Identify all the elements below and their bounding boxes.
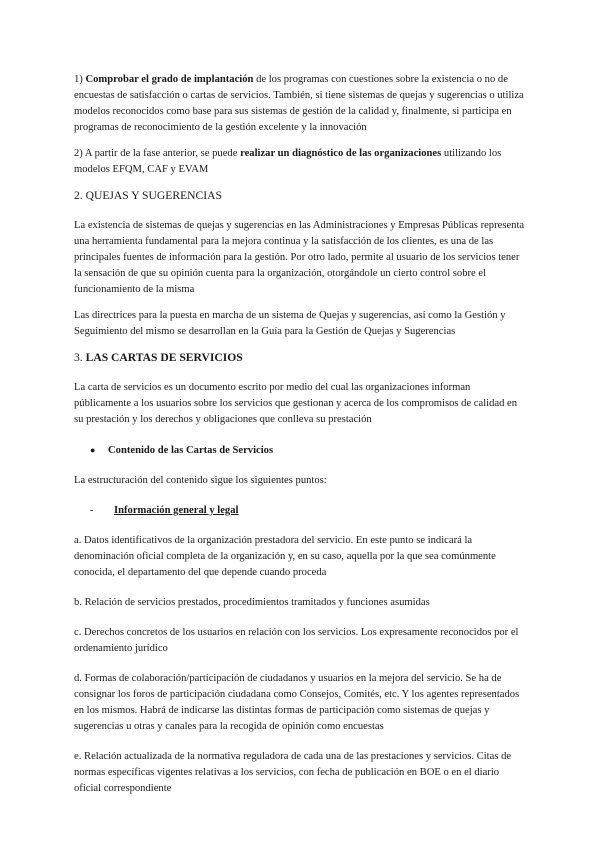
bullet-contenido-text: Contenido de las Cartas de Servicios [108,445,274,456]
list-item-c: c. Derechos concretos de los usuarios en relación con los servicios. Los expresamente reconocidos por el ordenamiento jurídico [74,627,519,654]
paragraph-quejas-directrices: Las directrices para la puesta en marcha de un sistema de Quejas y sugerencias, así como la Gestión y Seguimiento del mismo se desarrollan en la Guía para la Gestión de Quejas y Sugerencias [74,310,506,337]
section-heading-quejas [74,188,528,204]
step-2-bold: realizar un diagnóstico de las organizaciones [240,148,442,159]
paragraph-step-1 [74,72,528,136]
section-2-title: QUEJAS Y SUGERENCIAS [85,189,222,202]
list-item-d: d. Formas de colaboración/participación de ciudadanos y usuarios en la mejora del servicio. Se ha de consignar los foros de participación ciudadana como Consejos, Comités, etc. Y los agentes representados en los mismos. Habrá de indicarse las distintas formas de participación como sistemas de quejas y sugerencias u otras y canales para la recogida de opinión como encuestas [74,673,520,732]
section-heading-cartas [74,350,528,366]
dash-icon: - [90,505,94,516]
section-3-title: LAS CARTAS DE SERVICIOS [85,351,243,364]
step-1-rest: de los programas con cuestiones sobre la existencia o no de encuestas de satisfacción o cartas de servicios. También, si tiene sistemas de quejas y sugerencias o utiliza modelos reconocidos como base para sus sistemas de gestión de la calidad y, finalmente, si participa en programas de reconocimiento de la gestión excelente y la innovación [74,74,524,133]
paragraph-estructuracion: La estructuración del contenido sigue los siguientes puntos: [74,475,327,486]
paragraph-step-2 [74,146,528,178]
bullet-contenido [90,442,528,459]
dash-item-informacion [90,503,528,519]
paragraph-cartas-intro: La carta de servicios es un documento escrito por medio del cual las organizaciones informan públicamente a los usuarios sobre los servicios que gestionan y acerca de los compromisos de calidad en su prestación y los derechos y obligaciones que conlleva su prestación [74,382,518,425]
step-2-prefix: 2) A partir de la fase anterior, se puede [74,148,241,159]
step-1-bold: Comprobar el grado de implantación [85,74,254,85]
section-3-number: 3. [74,351,86,364]
list-item-a: a. Datos identificativos de la organización prestadora del servicio. En este punto se indicará la denominación oficial completa de la organización y, en su caso, aquella por la que sea comúnmente conocida, el departamento del que depende cuando proceda [74,535,496,578]
section-2-number: 2. [74,189,86,202]
list-item-e: e. Relación actualizada de la normativa reguladora de cada una de las prestaciones y servicios. Citas de normas específicas vigentes relativas a los servicios, con fecha de publicación en BOE o en el diario oficial correspondiente [74,751,512,794]
step-1-prefix: 1) [74,74,86,85]
paragraph-quejas-intro: La existencia de sistemas de quejas y sugerencias en las Administraciones y Empresas Públicas representa una herramienta fundamental para la mejora continua y la satisfacción de los clientes, es una de las principales fuentes de información para la gestión. Por otro lado, permite al usuario de los servicios tener la sensación de que su opinión cuenta para la organización, otorgándole un cierto control sobre el funcionamiento de la misma [74,220,525,295]
step-2-rest: utilizando los modelos EFQM, CAF y EVAM [74,148,502,175]
bullet-icon: ● [90,445,96,455]
dash-informacion-text: Información general y legal [114,505,239,516]
document-body [74,72,528,807]
list-item-b: b. Relación de servicios prestados, procedimientos tramitados y funciones asumidas [74,597,430,608]
